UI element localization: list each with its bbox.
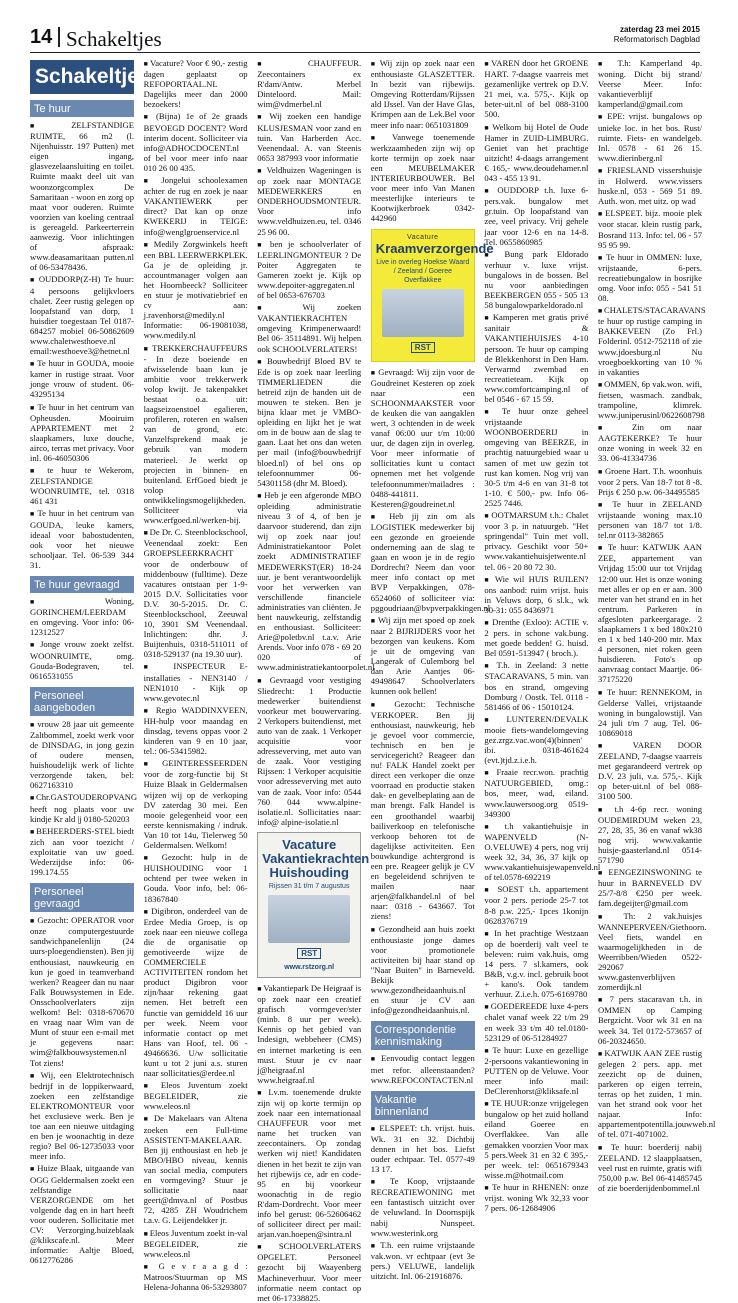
classified-ad	[30, 792, 138, 824]
classified-ad	[484, 767, 588, 818]
category-header: Correspondentie kennismaking	[371, 1021, 475, 1050]
ad-text: ■ INSPECTEUR E-installaties - NEN3140 / NEN1010 - Kijk op www.gevotec.nl	[144, 661, 248, 702]
classified-ad	[371, 924, 475, 1016]
ad-text: ■ t.h vakantiehuisje in WAPENVELD (N-O.VELUWE) 4 pers, nog vrij week 32, 34, 36, 37 kijk op www.vakantiehuisjewapenveld.nl of tel.0578-692219	[484, 821, 588, 883]
column-6	[598, 58, 716, 1193]
classified-ad	[598, 740, 702, 802]
classified-ad	[598, 867, 702, 908]
classified-ad	[30, 402, 134, 464]
classified-ad	[371, 367, 475, 509]
classified-ad	[144, 852, 248, 903]
classified-ad	[371, 132, 475, 224]
classified-ad	[371, 1123, 475, 1174]
classified-ad	[257, 165, 361, 237]
ad-text: ■ Wij zoeken een handige KLUSJESMAN voor zand en tuin. Van Harberden Acc. Veenendaal. A. van Steenis 0653 387993 voor informatie	[257, 111, 361, 162]
classified-ad	[30, 274, 134, 356]
display-ad-logo: RST	[411, 342, 435, 353]
classified-ad	[484, 1001, 588, 1042]
section-heading: Schakeltjes	[30, 60, 134, 94]
ad-text: ■ Te huur: KATWIJK AAN ZEE, appartement van Vrijdag 15:00 uur tot Vrijdag 12:00 uur. Het is onze woning met alles er op en er aan. 300 meter van het strand en in het centrum. Parkeren in afgesloten parkeergarage. 2 slaapkamers 1 x bed 180x210 en 1 x bed 140-200 mtr. Max 4 personen, niet roken geen huisdieren. Foto's op aanvraag contact Maartje. 06-37175220	[598, 542, 702, 684]
ad-text: ■ SCHOOLVERLATERS OPGELET. Personeel gezocht bij Waayenberg Machineverhuur. Voor meer informatie neem contact op met 06-17338825.	[257, 1241, 361, 1303]
ad-text: ■ EPE: vrijst. bungalows op unieke loc. in het bos. Rust/ ruimte. Fiets- en wandelgeb. Inl. 0578 - 61 26 15. www.dierinberg.nl	[598, 111, 702, 162]
ad-text: ■ Zin om naar AAGTEKERKE? Te huur onze woning in week 32 en 33. 06-41334736	[598, 422, 702, 463]
classified-ad	[484, 510, 588, 572]
ad-text: ■ Te huur in GOUDA, mooie kamer in rustige straat. Voor jonge vrouw of student. 06-43295134	[30, 358, 134, 399]
classified-ad	[144, 527, 248, 659]
ad-text: ■ OOTMARSUM t.h.: Chalet voor 3 p. in natuurgeb. "Het springendal" Tuin met voll. privacy. Geschikt voor 50+ www.vakantiehuisjetwente.nl tel. 06 - 20 80 72 30.	[484, 510, 588, 572]
classified-ad	[484, 884, 588, 925]
classified-ad	[144, 1228, 248, 1259]
classified-ad	[598, 111, 702, 162]
ad-text: ■ Gezocht: Technische VERKOPER. Ben jij enthousiast, nauwkeurig, heb je gevoel voor commercie, technisch en ben je servicegericht? Reageer dan nu! FALK Handel zoekt per direct een verkoper die onze voorraad en productie staken dak- en gevelbeplating aan de man brengt. Falk Handel is een groothandel waarbij bailiverkoop en telefonische verkoop behoren tot de dagelijkse activiteiten. Een bouwkundige achtergrond is een pre. Reageer gelijk je CV en begeleidend schrijven te mailen naar arjen@falkhandel.nl of bel naar: 0318 - 643667. Tot ziens!	[371, 699, 475, 922]
masthead-divider	[58, 27, 60, 47]
ad-text: ■ Te huur in het centrum van Opheusden. Mooiruim APPARTEMENT met 2 slaapkamers, luxe douche, airco, terras met privacy. Voor inl. 06-46050306	[30, 402, 134, 464]
display-ad-subtitle: Live in overleg Hoekse Waard / Zeeland / Goeree Overflakkee	[376, 258, 470, 284]
classified-ad	[484, 660, 588, 711]
ad-text: ■ FRIESLAND vissershuisje in Holwerd. www.vissers huske.nl, 053 - 569 51 89. Auth. won. met uitz. op wad	[598, 165, 702, 206]
ad-text: ■ Wij zijn op zoek naar een enthousiaste GLASZETTER. In bezit van rijbewijs. Omgeving Rotterdam/Rijssen ald IJssel. Van der Have Glas, Krimpen aan de Lek.Bel voor meer info naar: 0651031809	[371, 58, 475, 130]
category-header: Vakantie binnenland	[371, 1091, 475, 1120]
classified-ad	[30, 1163, 134, 1265]
classified-ad	[598, 499, 702, 540]
classified-ad	[371, 1053, 475, 1084]
classified-ad	[257, 58, 361, 109]
display-ad	[257, 832, 370, 978]
classified-ad	[144, 343, 248, 526]
classified-ad	[484, 1098, 588, 1180]
classified-ad	[371, 699, 475, 922]
classified-ad	[371, 58, 475, 130]
publication-name: Reformatorisch Dagblad	[613, 35, 700, 44]
ad-text: ■ TREKKERCHAUFFEURS - In deze boeiende en afwisselende baan kun je ambitie voor trekkerwerk volop kwijt. Je takenpakket bestaat o.a. uit: laagseizoenstoel egalieren, profileren, roteren en walsen van de grond, etc. Vanzelfsprekend maak je gebruik van modern materieel. Je werkt op projecten in binnen- en buitenland. ErfGoed biedt je volop ontwikkelingsmogelijkheden. Solliciteer via www.erfgoed.nl/werken-bij.	[144, 343, 248, 526]
ad-text: ■ VAREN door het GROENE HART. 7-daagse vaarreis met gezamenlijke vertrek op D.V. 21 mei, v.a. 575,-. Kijk op beter-uit.nl of bel 088-3100 500.	[484, 58, 588, 120]
column-5	[484, 58, 601, 1214]
ad-text: ■ t.h 4-6p recr. woning OUDEMIRDUM weken 23, 27, 28, 35, 36 en vanaf wk38 nog vrij. www.vakantie huisje-gaasterland.nl 0514-571790	[598, 804, 702, 866]
ad-text: ■ LUNTEREN/DEVALK mooie fiets-wandelomgeving gez.zrgz.vac.won(4)(binnen' ibi. 0318-461624 (evt.)tjd.z.i.e.h.	[484, 714, 588, 765]
classified-ad	[598, 378, 705, 421]
ad-text: ■ Eenvoudig contact leggen met refor. alleenstaanden? www.REFOCONTACTEN.nl	[371, 1053, 475, 1084]
classified-ad	[484, 406, 588, 508]
display-ad-url[interactable]: www.rstzorg.nl	[284, 963, 335, 971]
ad-text: ■ Lv.m. toenemende drukte zijn wij op korte termijn op zoek naar een internationaal CHAUFFEUR voor met name het trucken van zeecontainers. Op zondag werken wij niet! Kandidaten dienen in het bezit te zijn van het rijbewijs ce, adr en code-95 en bij voorkeur woonachtig in de regio R'dam-Dordrecht. Voor meer info bel gerust: 06-52606462 of solliciteer direct per mail: arjan.van.hoepen@sintra.nl	[257, 1087, 361, 1239]
classified-ad	[30, 508, 134, 570]
ad-text: ■ BEHEERDERS-STEL biedt zich aan voor toezicht / exploitatie van uw goed. Wederzijdse info: 06-199.174.55	[30, 826, 134, 877]
ad-text: ■ SOEST t.h. appartement voor 2 pers. periode 25-7 tot 8-8 p.w. 225,- 1pces 1konijn 0628376719	[484, 884, 588, 925]
display-ad-kicker: Vacature	[407, 233, 439, 241]
column-4	[370, 58, 494, 1281]
ad-text: ■ Veldhuizen Wageningen is op zoek naar MONTAGE MEDEWERKERS en ONDERHOUDSMONTEUR. Voor info www.veldhuizen.eu, tel. 0346 25 96 00.	[257, 165, 361, 237]
ad-text: ■ In het prachtige Westzaan op de boerderij valt veel te beleven: ruim vak.huis, omg 14 pers. 7 sl.kamers, ook B&B, v.g.v. incl. gebruik boot + kano's. Ook tandem verhuur. Z.i.e.h. 075-6169780	[484, 928, 588, 1000]
ad-text: ■ GOEDEREEDE luxe 4-pers chalet vanaf week 22 t/m 29 en week 33 t/m 40 tel.0180-523129 of 06-51284927	[484, 1001, 588, 1042]
classified-ad	[257, 239, 361, 301]
ad-text: ■ Heb jij zin om als LOGISTIEK medewerker bij een gezonde en groeiende onderneming aan de slag te gaan en woon je in de regio Dordrecht? Neem dan voor meer info contact op met BVP Verpakkingen, 078-6524060 of solliciteer via: pggoudriaan@bvpverpakkingen.nl	[371, 511, 475, 613]
classified-ad	[30, 358, 134, 399]
ad-text: ■ Jonge vrouw zoekt zelfst. WOONRUIMTE, omg. Gouda-Bodegraven, tel. 0616531055	[30, 639, 134, 680]
classified-ad	[598, 804, 702, 866]
ad-text: ■ G e v r a a g d : Matroos/Stuurman op MS Helena-Johanna 06-53293807	[144, 1261, 248, 1292]
ad-text: ■ Huize Blaak, uitgaande van OGG Geldermalsen zoekt een zelfstandige VERZORGENDE om het volgende dag en in hart heeft voor ouderen. Sollicitatie met CV: Verzorging.huizeblaak @klikscafe.nl. Meer informatie: Aaltje Bloed, 0612776286	[30, 1163, 134, 1265]
ad-text: ■ Kamperen met gratis privé sanitair & VAKANTIEHUISJES 4-10 persoon. Te huur op camping de Blekkenhorst in Den Ham. Verwarmd zwembad en recreatieteam. Kijk op www.comfortcamping.nl of bel 0546 - 67 15 59.	[484, 312, 588, 404]
page-number: 14	[30, 26, 53, 48]
ad-text: ■ Te huur in RHENEN: onze vrijst. woning Wk 32,33 voor 7 pers. 06-12684906	[484, 1182, 588, 1213]
ad-text: ■ ELSPEET: t.h. vrijst. huis. Wk. 31 en 32. Dichtbij dennen in het bos. Liefst ouder echtpaar. Tel. 0577-49 13 17.	[371, 1123, 475, 1174]
ad-text: ■ Te huur in ZEELAND vrijstaande woning max.10 personen van 18/7 tot 1/8. tel.nr 0113-382865	[598, 499, 702, 540]
classified-ad	[257, 302, 361, 353]
ad-text: ■ Te huur: boerderij nabij ZEELAND. 12 slaapplaatsen, veel rust en ruimte, gratis wifi 750,00 p.w. Bel 06-41485745 of zie boerderijdenbommel.nl	[598, 1142, 702, 1193]
issue-date: zaterdag 23 mei 2015	[619, 25, 700, 34]
classified-ad	[30, 120, 134, 272]
issue-info	[614, 25, 700, 45]
ad-text: ■ OUDDORP(Z-H) Te huur: 4 persoons gelijkvloers chalet. Zeer rustig gelegen op loopafstand van dorp, 1 huisdier toegestaan Tel 0187-684257 mobiel 06-50862609 www.chaletwesthoeve.nl email:westhoeve3@hetnet.nl	[30, 274, 134, 356]
ad-text: ■ Gezocht: OPERATOR voor onze computergestuurde sandwichpanelenlijn (24 uurs-ploegendiensten). Ben jij enthousiast, nauwkeurig en kun je goed in teamverband werken? Reageer dan nu naar Falk Bouwsystemen in Ede. Onsschoolverlaters zijn welkom! Bel: 0318-670670 en vraag naar Wim van de Munt of stuur een e-mail met je gegevens naar: wim@falkbouwsystemen.nl Tot ziens!	[30, 915, 134, 1067]
classified-ad	[144, 906, 248, 1079]
column-3	[257, 58, 375, 1303]
ad-text: ■ Te huur: Luxe en gezellige 2-persoons vakantiewoning in PUTTEN op de Veluwe. Voor meer info mail: DeClerenhorst@kliksafe.nl	[484, 1045, 588, 1096]
column-2	[143, 58, 248, 1292]
display-ad-subtitle: Rijssen 31 t/m 7 augustus	[268, 882, 350, 890]
ad-text: ■ De Dr. C. Steenblockschool, Veenendaal zoekt: Een GROEPSLEERKRACHT voor de onderbouw of middenbouw (fulltime). Deze vacatures ontstaan per 1-9-2015 D.V. Sollicitaties voor D.V. 30-5-2015. Dr. C. Steenblockschool, Zeeuwal 10, 3901 SM Veenendaal. Inlichtingen: dhr. J. Buijtenhuis, 0318-511011 of 0318-529137 (na 19.30 uur).	[144, 527, 248, 659]
ad-text: ■ T.h. in Zeeland: 3 nette STACARAVANS, 5 min. van bos en strand, omgeving Domburg / Oostk. Tel. 0118 - 581466 of 06 - 15010124.	[484, 660, 588, 711]
ad-text: ■ T.h: Kamperland 4p. woning. Dicht bij strand/ Veerse Meer. Info: vakantieverblijf kamperland@gmail.com	[598, 58, 702, 109]
classified-ad	[598, 994, 702, 1045]
classified-ad	[598, 58, 702, 109]
ad-text: ■ (Bijna) 1e of 2e graads BEVOEGD DOCENT? Word interim docent. Solliciteer via info@ADHOCDOCENT.nl of bel voor meer info naar 010 26 00 435.	[144, 111, 248, 173]
classified-ad	[144, 1113, 248, 1225]
classified-ad	[144, 705, 248, 756]
ad-text: ■ te huur te Wekerom, ZELFSTANDIGE WOONRUIMTE, tel. 0318 461 431	[30, 465, 134, 506]
classified-ad	[598, 1047, 716, 1140]
ad-text: ■ Wij, een Elektrotechnisch bedrijf in de loppikerwaard, zoeken een zelfstandige ELEKTROMONTEUR voor het exclusieve werk. Ben je toe aan een nieuwe uitdaging en ben je woonachtig in deze regio? Bel 06-12735033 voor meer info.	[30, 1070, 134, 1162]
ad-text: ■ Digibron, onderdeel van de Erdee Media Groep, is op zoek naar een nieuwe collega die de organisatie op gemotiveerde wijze de COMMERCIELE ACTIVITEITEN rondom het product Digibron voor zijn/haar rekening gaat nemen. Het betreft een functie van gemiddeld 16 uur per week. Neem voor informatie contact op met Hans van Hoof, tel. 06 - 49466636. U/w sollicitatie kunt u tot 2 juni a.s. sturen naar sollicitaties@erdee.nl	[144, 906, 248, 1079]
classified-ad	[257, 675, 361, 827]
classified-ad	[144, 661, 248, 702]
classified-ad	[484, 249, 588, 311]
ad-text: ■ Drenthe (Exloo): ACTIE v. 2 pers. in schone vak.bung. met goede bedden! G. huisd. Bel 0591-513947 ( broch.).	[484, 617, 588, 658]
ad-text: ■ GEINTERESSEERDEN voor de zorg-functie bij St Huize Blaak in Geldermalsen wijzen wij op de verkoping DV zaterdag 30 mei. Een mooie gelegenheid voor een eerste kennismaking / indruk. Van 10 tot 14u, Tielerweg 50 Geldermalsen. Welkom!	[144, 758, 248, 850]
classified-ad	[484, 1045, 588, 1096]
ad-text: ■ Regio WADDINXVEEN, HH-hulp voor maandag en dinsdag, tevens oppas voor 2 kinderen van 9 en 10 jaar, tel.: 06-53415982.	[144, 705, 248, 756]
classified-ad	[257, 983, 361, 1085]
ad-text: ■ Heb je een afgeronde MBO opleiding administratie niveau 3 of 4, of ben je daarvoor studerend, dan zijn wij op zoek naar jou! Administratiekantoor Polet zoekt ADMINISTRATIEF MEDEWERKST(ER) 18-24 uur. je bent verantwoordelijk voor het verwerken van verschillende financiele administraties van cliënten. Je bent nauwkeurig, zelfstandig en enthousiast. Solliciteer: Arie@poletbv.nl t.a.v. Arie Arends. Voor info 078 - 69 20 020 of www.administratiekantoorpolet.nl	[257, 490, 361, 673]
classified-ad	[144, 175, 248, 237]
ad-text: ■ De Makelaars van Altena zoeken een Full-time ASSISTENT-MAKELAAR. Ben jij enthousiast en heb je MBO/HBO niveau, kennis van social media, computers en vormgeving? Stuur je sollicitatie naar geert@dmva.nl of Postbus 72, 4285 ZH Woudrichem t.a.v. G. Leijendekker jr.	[144, 1113, 248, 1225]
ad-text: ■ Gezocht: hulp in de HUISHOUDING voor 1 ochtend per twee weken in Gouda. Voor info, bel: 06-18367840	[144, 852, 248, 903]
classified-ad	[484, 617, 588, 658]
classified-ad	[257, 1241, 361, 1303]
masthead	[30, 22, 700, 53]
ad-text: ■ KATWIJK AAN ZEE rustig gelegen 2 pers. app. met zeezicht op de duinen, parkeren op eigen terrein, terras op het zuiden, 1 min. van het strand ook voor het najaar. Info: appartementpotentilla.jouwweb.nl of tel. 071-4071002.	[598, 1048, 702, 1140]
ad-text: ■ TE HUUR:onze vrijgelegen bungalow op het zuid holland eiland Goeree en Overflakkee. Van alle gemakken voorzien Voor max 5 pers.Week 31 en 32 € 395,-per week. tel: 0651679343 wisse.m@hotmail.com	[484, 1098, 588, 1180]
display-ad-title: Vacature Vakantiekrachten Huishouding	[262, 836, 370, 880]
ad-text: ■ vrouw 28 jaar uit gemeente Zaltbommel, zoekt werk voor de DINSDAG, in jong gezin of oudere mensen, huishoudelijk werk of lichte verzorgende taken, bel: 0627163310	[30, 719, 134, 791]
classified-ad	[257, 111, 361, 162]
classified-ad	[144, 111, 248, 173]
ad-text: ■ Gevraagd: Wij zijn voor de Goudreinet Kesteren op zoek naar een SCHOONMAAKSTER voor de keuken die van aangaklen wert, 3 ochtenden in de week vanaf 06:00 uur t/m 10:00 uur, de dagen zijn in overleg. Voor meer informatie of sollicitaties kunt u contact opnemen met het volgende telefoonnummer/mailadres : 0488-441811. Kesteren@goudreinet.nl	[371, 367, 475, 509]
ad-text: ■ T.h. een ruime vrijstaande vak.won. vr echtpaar (evt 3e pers.) VELUWE, landelijk uitzicht. Inl. 06-21916876.	[371, 1240, 475, 1281]
classified-ad	[144, 58, 248, 109]
ad-text: ■ Vacature? Voor € 90,- zestig dagen geplaatst op REFOPORTAAL.NL Dagelijks meer dan 2000 bezoekers!	[144, 58, 248, 109]
ad-text: ■ Te huur onze geheel vrijstaande WOONBOERDERIJ in omgeving van BEERZE, in prachtig natuurgebied waar u samen of met uw gezin tot rust kan komen. Nog vrij van 30-5 t/m 4-6 en van 31-8 tot 1-10. € 500,- pw. Info 06-2525 7446.	[484, 406, 588, 508]
ad-text: ■ Jongelui schoolexamen achter de rug en zoek je naar VAKANTIEWERK per direct? Dat kan op onze KWEKERIJ in TEIGE: info@wenglgroenservice.nl	[144, 175, 248, 237]
ad-text: ■ Eleos Juventum zoekt BEGELEIDER, zie www.eleos.nl	[144, 1080, 248, 1111]
ad-text: ■ Th: 2 vak.huisjes WANNEPERVEEN/Giethoorn. Veel fiets, wandel en waarmogelijkheden in de Weerribben/Wieden 0522-292067 www.gastenverblijven zomerdijk.nl	[598, 911, 702, 993]
ad-text: ■ Medily Zorgwinkels heeft een BBL LEERWERKPLEK. Ga je de opleiding jr. accountmanager volgen aan het Hoornbeeck? Solliciteer en stuur je motivatiebrief en cv aan: j.ravenhorst@medily.nl Informatie: 06-19081038, www.medily.nl	[144, 239, 248, 341]
ad-text: ■ Wie wil HUIS RUILEN? ons aanbod: ruim vrijst. huis in Veluws dorp, 6 sl.k., wk 30-31: 055 8436971	[484, 574, 588, 615]
classifieds-columns	[30, 58, 716, 1303]
classified-ad	[484, 928, 588, 1000]
classified-ad	[598, 422, 702, 463]
classified-ad	[484, 58, 588, 120]
ad-text: ■ Eleos Juventum zoekt in-val BEGELEIDER, zie www.eleos.nl	[144, 1228, 248, 1259]
ad-text: ■ ELSPEET. bijz. mooie plek voor stacar. klein rustig park, Bosrand 113. Info: tel. 06 - 57 95 95 99.	[598, 208, 702, 249]
classified-ad	[144, 1261, 248, 1292]
ad-text: ■ OMMEN, 6p vak.won. wifi, fietsen, wasmach. zandbak, trampoline, klimrek. www.juniperusinl/0622608798	[598, 379, 702, 420]
classified-ad	[598, 305, 706, 377]
ad-text: ■ Groene Hart. T.h. woonhuis voor 2 pers. Van 18-7 tot 8 -8. Prijs € 250 p.w. 06-34495585	[598, 466, 702, 497]
ad-text: ■ Chr.GASTOUDEROPVANG heeft nog plaats voor uw kindje Kr ald |j 0180-520203	[30, 792, 134, 823]
classified-ad	[257, 489, 375, 673]
ad-text: ■ Gezondheid aan huis zoekt enthousiaste jonge dames voor promotionele activiteiten bij haar stand op "Naar Buiten" in Barneveld. Bekijk www.gezondheidaanhuis.nl en stuur je CV aan info@gezondheidaanhuis.nl.	[371, 924, 475, 1016]
classified-ad	[598, 252, 702, 303]
ad-text: ■ VAREN DOOR ZEELAND, 7-daagse vaarreis met gegarandeerd vertrek op D.V. 23 juli, v.a. 575,-. Kijk op beter-uit.nl of bel 088-3100 500.	[598, 740, 702, 802]
ad-text: ■ Welkom bij Hotel de Oude Hamer in ZUID-LIMBURG. Geniet van het prachtige uitzicht! 4-daags arrangement € 165,- www.deoudehamer.nl 043 - 455 13 91.	[484, 122, 588, 184]
ad-text: ■ Wij zoeken VAKANTIEKRACHTEN omgeving Krimpenerwaard! Bel 06- 35114891. Wij helpen ook SCHOOLVERLATERS!	[257, 302, 361, 353]
display-ad-logo: RST	[297, 948, 321, 959]
classified-ad	[30, 915, 134, 1067]
ad-text: ■ Vakantiepark De Heigraaf is op zoek naar een creatief grafisch vormgever/ster (minb. 8 uur per week). Kennis op het gebied van Indesign, webbeheer (CMS) en internet marketing is een must. Stuur je cv naar j@heigraaf.nl www.heigraaf.nl	[257, 983, 361, 1085]
column-1	[30, 58, 151, 1266]
classified-ad	[484, 1182, 588, 1213]
ad-text: ■ Vanwege toenemende werkzaamheden zijn wij op korte termijn op zoek naar een MEUBELMAKER INTERIEURBOUWER. Bel voor meer info Van Manen meesterlijke interieurs te Kootwijkerbroek 0342-442960	[371, 132, 475, 224]
classified-ad	[484, 714, 588, 765]
display-ad-photo	[382, 289, 464, 337]
classified-ad	[30, 719, 134, 791]
ad-text: ■ CHALETS/STACARAVANS te huur op rustige camping in BAKKEVEEN (Zo Frl.) Folderinl. 0512-752118 of zie www.jdoesburg.nl Nu vroegboekkorting van 10 % in vakanties	[598, 305, 702, 377]
classified-ad	[598, 687, 702, 738]
category-header: Personeel aangeboden	[30, 687, 134, 716]
classified-ad	[144, 758, 248, 850]
ad-text: ■ Bung park Eldorado verhuur v. luxe vrijst. bungalows in de bossen. Bel nu voor aanbiedingen BEEKBERGEN 055 - 505 13 58 bungalowparkeldorado.nl	[484, 249, 588, 311]
category-header: Te huur	[30, 100, 134, 117]
classified-ad	[484, 312, 588, 404]
classified-ad	[484, 185, 588, 247]
classified-ad	[257, 356, 361, 488]
ad-text: ■ Te huur in OMMEN: luxe, vrijstaande, 6-pers. recreatiebungalow in bosrijke omg. Voor info: 055 - 541 51 08.	[598, 252, 702, 303]
ad-text: ■ Te Koop, vrijstaande RECREATIEWONING met een fantastisch uitzicht over de veluwland. In Doornspijk nabij Nunspeet. www.westerink.org	[371, 1176, 475, 1238]
ad-text: ■ ZELFSTANDIGE RUIMTE, 66 m2 (l. Nijenhuisstr. 197 Putten) met eigen ingang, glasvezelaansluiting en toilet. Ruimte maakt deel uit van woonzorgcomplex De Samaritaan - woon en zorg op maat voor ouderen. Ruimte voorzien van koeling centraal is gereageld. Parkeerterrein aanwezig. Voor inlichtingen of afspraak: www.deasamaritaan putten.nl of 06-53478436.	[30, 120, 134, 272]
classified-ad	[30, 826, 134, 877]
ad-text: ■ Wij zijn met spoed op zoek naar 2 BIJRIJDERS voor het bezorgen van keukens. Kom je uit de omgeving van Langerak of Culemborg bel dan Arie Aantjes 06-49498647 Schoolverlaters kunnen ook bellen!	[371, 615, 475, 697]
classified-ad	[370, 510, 491, 613]
classified-ad	[144, 1080, 248, 1111]
category-header: Te huur gevraagd	[30, 576, 134, 593]
classified-ad	[257, 1087, 361, 1239]
ad-text: ■ Bouwbedrijf Bloed BV te Ede is op zoek naar leerling TIMMERLIEDEN die betreid zijn de handen uit de mouwen te steken. Ben je bijna klaar met je VMBO-opleiding en lijkt het je wat om in de bouw aan de slag te gaan. Laat het ons dan weten per mail (info@bouwbedrijf bloed.nl) of bel ons op telefoonnummer 06-54301158 (dhr M. Bloed).	[257, 356, 361, 488]
classified-ad	[598, 910, 707, 993]
ad-text: ■ OUDDORP t.h. luxe 6-pers.vak. bungalow met gr.tuin. Op loopafstand van zee, veel privacy. Vrij gehele jaar voor 12-6 en na 14-8. Tel. 0655860985	[484, 185, 588, 247]
classified-ad	[30, 596, 134, 637]
classified-ad	[598, 466, 702, 497]
display-ad-photo	[268, 895, 350, 943]
ad-text: ■ EENGEZINSWONING te huur in BARNEVELD DV 25/7-8/8 €250 per week. fam.degeijter@gmail.com	[598, 867, 702, 908]
classified-ad	[484, 574, 588, 615]
classified-ad	[484, 820, 601, 883]
ad-text: ■ Te huur in het centrum van GOUDA, leuke kamers, ideaal voor babostudenten, ook voor het nieuwe schooljaar. Tel. 06-539 344 31.	[30, 508, 134, 570]
display-ad	[371, 229, 494, 362]
ad-text: ■ Woning, GORINCHEM/LEERDAM en omgeving. Voor info: 06- 12312527	[30, 596, 134, 637]
section-title: Schakeltjes	[66, 27, 162, 51]
category-header: Personeel gevraagd	[30, 883, 134, 912]
classified-ad	[371, 1176, 475, 1238]
ad-text: ■ 7 pers stacaravan t.h. in OMMEN op Camping Bergzicht. Voor wk 31 en na week 34. Tel 0172-573657 of 06-20324650.	[598, 994, 702, 1045]
classified-ad	[598, 542, 702, 684]
classified-ad	[371, 1240, 475, 1281]
ad-text: ■ Gevraagd voor vestiging Sliedrecht: 1 Productie medewerker buitendienst voorkeur met bouwervaring. 2 Verkopers buitendienst, met auto van de zaak. 1 Verkoper acquisitie voor adresseverving, met auto van de zaak. Voor vestiging Rijssen: 1 Verkoper acquisitie voor adresseverving met auto van de zaak. Voor info: 0544 760 044 www.alpine-isolatie.nl. Sollicitaties naar: info@ alpine-isolatie.nl	[257, 675, 361, 827]
classified-ad	[371, 615, 475, 697]
ad-text: ■ Fraaie recr.won. prachtig NATUURGEBIED, omg.: bos, meer, wad, eiland. www.lauwersoog.org 0519-349300	[484, 767, 588, 818]
classified-ad	[30, 1070, 134, 1162]
classified-ad	[598, 208, 702, 249]
classified-ad	[30, 465, 134, 506]
ad-text: ■ Te huur: RENNEKOM, in Gelderse Vallei, vrijstaande woning in bungalowstijl. Van 24 juli t/m 7 aug. Tel. 06-10869018	[598, 687, 702, 738]
ad-text: ■ CHAUFFEUR. Zeecontainers ex R'dam/Antw. Merbel Dinteloord. Mail: wim@vdmerbel.nl	[257, 58, 361, 109]
classified-ad	[484, 122, 588, 184]
display-ad-title: Kraamverzorgende	[375, 240, 494, 256]
classified-ad	[30, 639, 134, 680]
ad-text: ■ ben je schoolverlater of LEERLINGMONTEUR ? De Poiter Aggregaten te Gameren zoekt je. Kijk op www.depoiter-aggregaten.nl of bel 0653-676703	[257, 239, 361, 301]
classified-ad	[598, 1142, 702, 1193]
classified-ad	[144, 239, 248, 341]
classified-ad	[598, 165, 702, 206]
